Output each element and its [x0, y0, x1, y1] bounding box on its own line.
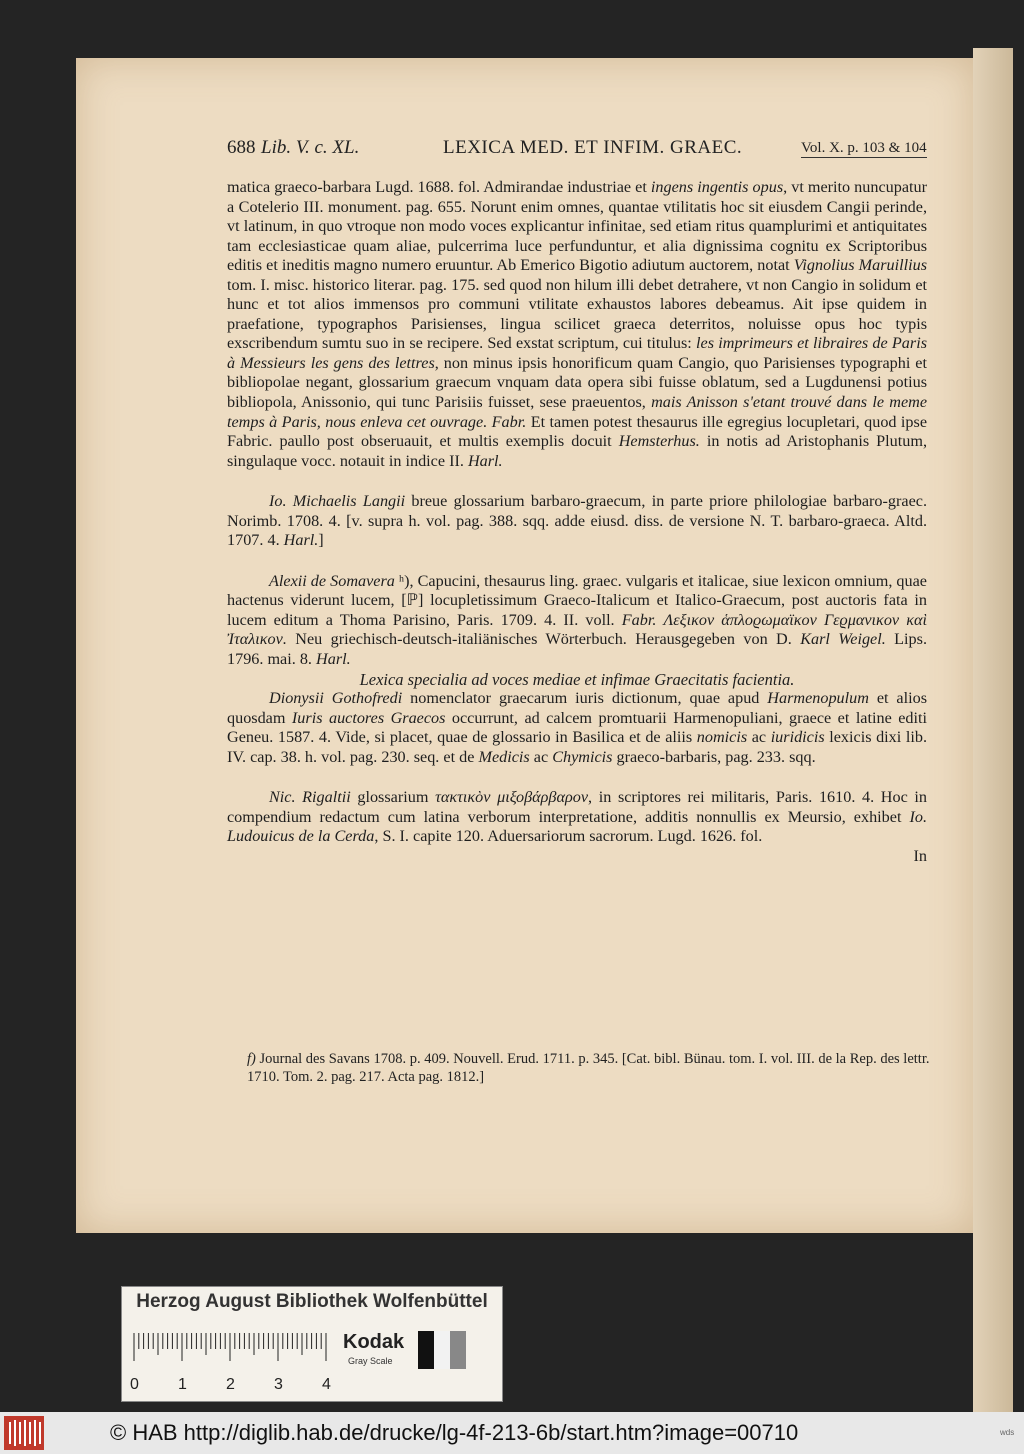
page-number: 688	[227, 137, 256, 158]
italic-text: Harl.	[283, 531, 319, 550]
italic-text: Io. Ludouicus de la Cerda	[227, 807, 927, 846]
paragraph	[227, 788, 927, 847]
color-card	[121, 1286, 503, 1402]
italic-text: Fabr.	[491, 412, 527, 431]
ruler-tick-label: 3	[274, 1376, 283, 1393]
italic-text: mais Anisson s'etant trouvé dans le meme temps à Paris, nous enleva cet ouvrage.	[227, 393, 928, 431]
catchword: In	[913, 846, 927, 865]
roman-text: matica graeco-barbara Lugd. 1688. fol. Admirandae industriae et	[227, 178, 651, 196]
roman-text: ac	[747, 728, 771, 747]
italic-text: Karl Weigel.	[800, 630, 886, 649]
roman-text: Et tamen potest thesaurus ille egregius locupletari, quod ipse Fabric. paullo post obseruauit, et multis exemplis docuit	[227, 412, 928, 451]
italic-text: Vignolius Maruillius	[793, 256, 927, 275]
library-name: Herzog August Bibliothek Wolfenbüttel	[136, 1291, 488, 1312]
body-text	[227, 178, 927, 867]
roman-text: , in scriptores rei militaris, Paris. 1610. 4. Hoc in compendium redactum cum latina verborum interpretatione, additis nonnullis ex Meursio, exhibet	[227, 788, 927, 826]
roman-text: tom. I. misc. historico literar. pag. 175. sed quod non hilum illi debet detrahere, vt non Cangio in solidum et hunc et tot alios immensos pro communi vtilitate exhaustos labores debeamus. Ait ipse quidem in praefatione, typographos Parisienses, lingua scilicet graeca deterritos, noluisse opus hoc typis exscribendum sumtu suo in se recipere. Sed exstat scriptum, cui titulus:	[227, 275, 927, 353]
gray-patch	[450, 1331, 466, 1369]
italic-text: Iuris auctores Graecos	[291, 708, 446, 727]
facing-page-edge	[973, 48, 1013, 1416]
italic-text: Alexii de Somavera	[269, 571, 395, 590]
italic-text: Io. Michaelis Langii	[269, 492, 406, 511]
roman-text: breue glossarium barbaro-graecum, in parte priore philologiae barbaro-graec. Norimb. 1708. 4. [v. supra h. vol. pag. 388. sqq. adde eiusd. diss. de versione N. T. barbaro-graeca. Altd. 1707. 4.	[227, 492, 927, 550]
ruler-tick-label: 0	[130, 1376, 139, 1393]
roman-text: et alios quosdam	[227, 689, 927, 727]
roman-text: ʰ), Capucini, thesaurus ling. graec. vulgaris et italicae, siue lexicon omnium, quae hactenus viderunt lucem, [ℙ] locupletissimum Graeco-Italicum et Italico-Graecum, post auctoris fata in lucem editum a Thoma Parisino, Paris. 1709. 4. II. voll.	[227, 571, 927, 629]
footer-bar	[0, 1412, 1024, 1454]
roman-text: graeco-barbaris, pag. 233. sqq.	[612, 747, 816, 766]
italic-text: Λεξικον ἁπλοϱωμαϊκον Γεϱμανικον καὶ Ἰταλικον.	[227, 610, 928, 649]
roman-text: nomenclator graecarum iuris dictionum, quae apud	[402, 689, 768, 708]
paragraph	[227, 689, 927, 767]
italic-text: Chymicis	[552, 747, 613, 766]
roman-text: ]	[318, 531, 324, 550]
ruler-tick-label: 2	[226, 1376, 235, 1393]
roman-text: Neu griechisch-deutsch-italiänisches Wörterbuch. Herausgegeben von D.	[286, 630, 801, 649]
gray-scale-label: Gray Scale	[348, 1356, 393, 1366]
roman-text: occurrunt, ad calcem promtuarii Harmenopuliani, graece et latine editi Geneu. 1587. 4. Vide, si placet, quae de glossario in Basilica et de aliis	[227, 708, 928, 747]
italic-text: Medicis	[478, 747, 530, 766]
italic-text: ingens ingentis opus	[650, 178, 784, 196]
roman-text: ac	[529, 747, 553, 766]
italic-text: Harl.	[316, 650, 351, 669]
footnote	[247, 1050, 937, 1086]
italic-text: Harl.	[467, 451, 503, 470]
kodak-brand: Kodak	[343, 1331, 405, 1353]
gray-patch	[434, 1331, 450, 1369]
ruler-tick-label: 1	[178, 1376, 187, 1393]
roman-text: , vt merito nuncupatur a Cotelerio III. monument. pag. 655. Norunt enim omnes, quantae vtilitatis hoc sit eiusdem Cangii perinde, vt latinum, in quo vtroque non modo voces explicantur infinitae, sed etiam ritus quamplurimi et antiquitates tam ecclesiasticae quam aliae, pulcerrima luce perfunduntur, et alia dignissima cognitu ex Scriptoribus editis et ineditis magno numero eruuntur. Ab Emerico Bigotio adiutum auctorem, notat	[227, 178, 927, 275]
footnote-text: Journal des Savans 1708. p. 409. Nouvell. Erud. 1711. p. 345. [Cat. bibl. Bünau. tom. I. vol. III. de la Rep. des lettr. 1710. Tom. 2. pag. 217. Acta pag. 1812.]	[247, 1051, 930, 1085]
roman-text: , S. I. capite 120. Aduersariorum sacrorum. Lugd. 1626. fol.	[374, 827, 763, 846]
italic-text: Hemsterhus.	[618, 432, 700, 451]
italic-text: Dionysii Gothofredi	[269, 689, 403, 708]
paragraph	[227, 178, 927, 471]
roman-text: Lips. 1796. mai. 8.	[227, 630, 927, 669]
ruler-tick-label: 4	[322, 1376, 331, 1393]
footnote-marker: f)	[247, 1051, 256, 1067]
italic-text: iuridicis	[770, 728, 825, 747]
paragraph	[227, 572, 927, 670]
italic-text: Nic. Rigaltii	[269, 788, 351, 807]
section-heading: Lexica specialia ad voces mediae et infimae Graecitatis facientia.	[359, 669, 795, 689]
gray-patches	[418, 1331, 466, 1369]
ruler-scale	[128, 1327, 338, 1395]
footer-url[interactable]: © HAB http://diglib.hab.de/drucke/lg-4f-213-6b/start.htm?image=00710	[110, 1420, 799, 1445]
roman-text: in notis ad Aristophanis Plutum, singulaque vocc. notauit in indice II.	[227, 432, 928, 470]
running-title: LEXICA MED. ET INFIM. GRAEC.	[443, 137, 743, 158]
italic-text: les imprimeurs et libraires de Paris à Messieurs les gens des lettres	[227, 334, 927, 372]
italic-text: nomicis	[696, 728, 748, 747]
running-head	[227, 137, 927, 165]
italic-text: τακτικὸν μιξοβάρβαρον	[435, 788, 589, 807]
roman-text: , non minus ipsis honorificum quam Cangio, quo Parisienses typographi et bibliopolae negant, glossarium graecum vnquam data opera sibi fuisse oblatum, sed a Lugdunensi potius bibliopola, Anissonio, qui tunc Parisiis fuisset, sese praeuentos,	[227, 353, 927, 412]
volume-reference: Vol. X. p. 103 & 104	[801, 140, 927, 156]
footer-mark: wds	[1000, 1428, 1015, 1437]
roman-text	[656, 611, 663, 629]
italic-text: Harmenopulum	[767, 689, 869, 708]
roman-text: lexicis dixi lib. IV. cap. 38. h. vol. pag. 230. seq. et de	[227, 728, 927, 766]
paragraph	[227, 492, 927, 551]
book-chapter: Lib. V. c. XL.	[261, 137, 360, 158]
hab-logo-icon	[4, 1416, 44, 1450]
italic-text: Fabr.	[621, 610, 657, 629]
roman-text: glossarium	[350, 788, 436, 807]
gray-patch	[418, 1331, 434, 1369]
